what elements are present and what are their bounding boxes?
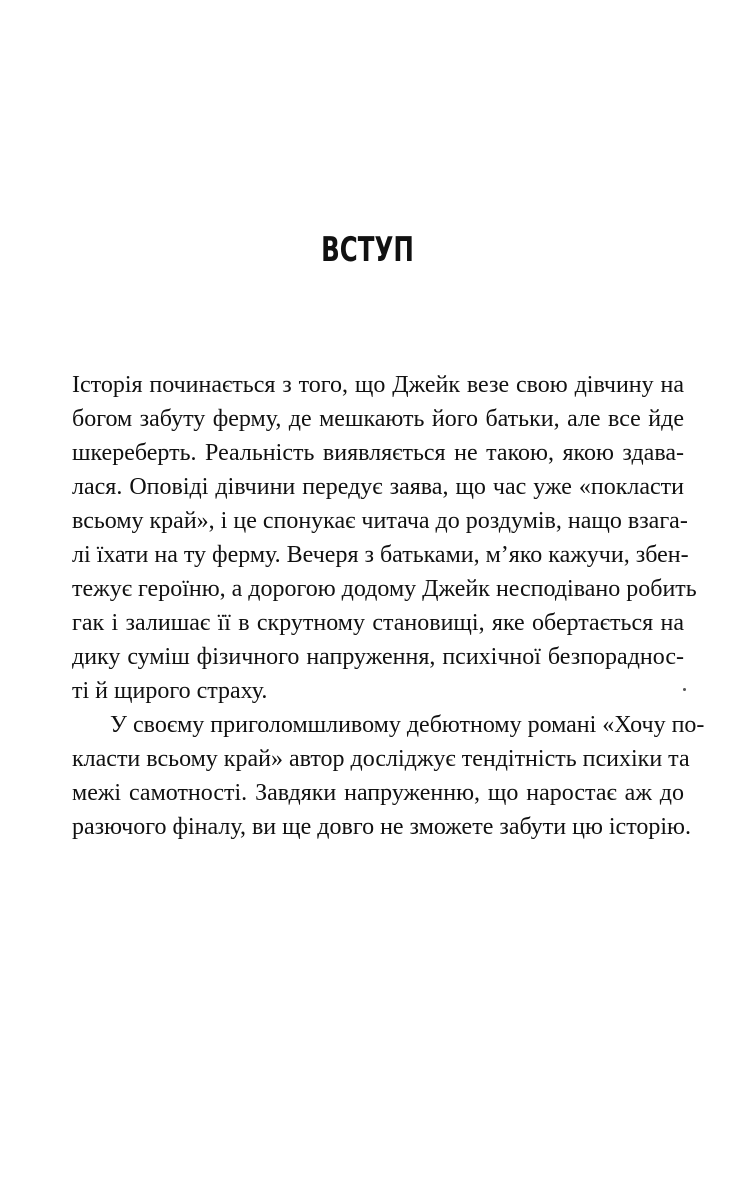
paragraph-line: Історія починається з того, що Джейк везе свою дівчину на — [72, 372, 684, 398]
paragraph-line: богом забуту ферму, де мешкають його батьки, але все йде — [72, 406, 684, 432]
paragraph-1 — [72, 368, 697, 708]
body-text — [72, 368, 705, 844]
print-speck — [683, 688, 686, 691]
paragraph-2 — [72, 708, 705, 844]
paragraph-line: ті й щирого страху. — [72, 678, 268, 704]
paragraph-line: тежує героїню, а дорогою додому Джейк несподівано робить — [72, 576, 697, 602]
paragraph-line: лі їхати на ту ферму. Вечеря з батьками, м’яко кажучи, збен- — [72, 542, 689, 568]
paragraph-line: дику суміш фізичного напруження, психічної безпораднос- — [72, 644, 684, 670]
paragraph-line: шкереберть. Реальність виявляється не такою, якою здава- — [72, 440, 684, 466]
paragraph-line: разючого фіналу, ви ще довго не зможете забути цю історію. — [72, 814, 691, 840]
chapter-title: ВСТУП — [321, 230, 414, 270]
paragraph-line: У своєму приголомшливому дебютному романі «Хочу по- — [110, 712, 705, 738]
paragraph-line: межі самотності. Завдяки напруженню, що наростає аж до — [72, 780, 684, 806]
paragraph-line: гак і залишає її в скрутному становищі, яке обертається на — [72, 610, 684, 636]
paragraph-line: лася. Оповіді дівчини передує заява, що час уже «покласти — [72, 474, 684, 500]
paragraph-line: класти всьому край» автор досліджує тендітність психіки та — [72, 746, 690, 772]
paragraph-line: всьому край», і це спонукає читача до роздумів, нащо взага- — [72, 508, 688, 534]
